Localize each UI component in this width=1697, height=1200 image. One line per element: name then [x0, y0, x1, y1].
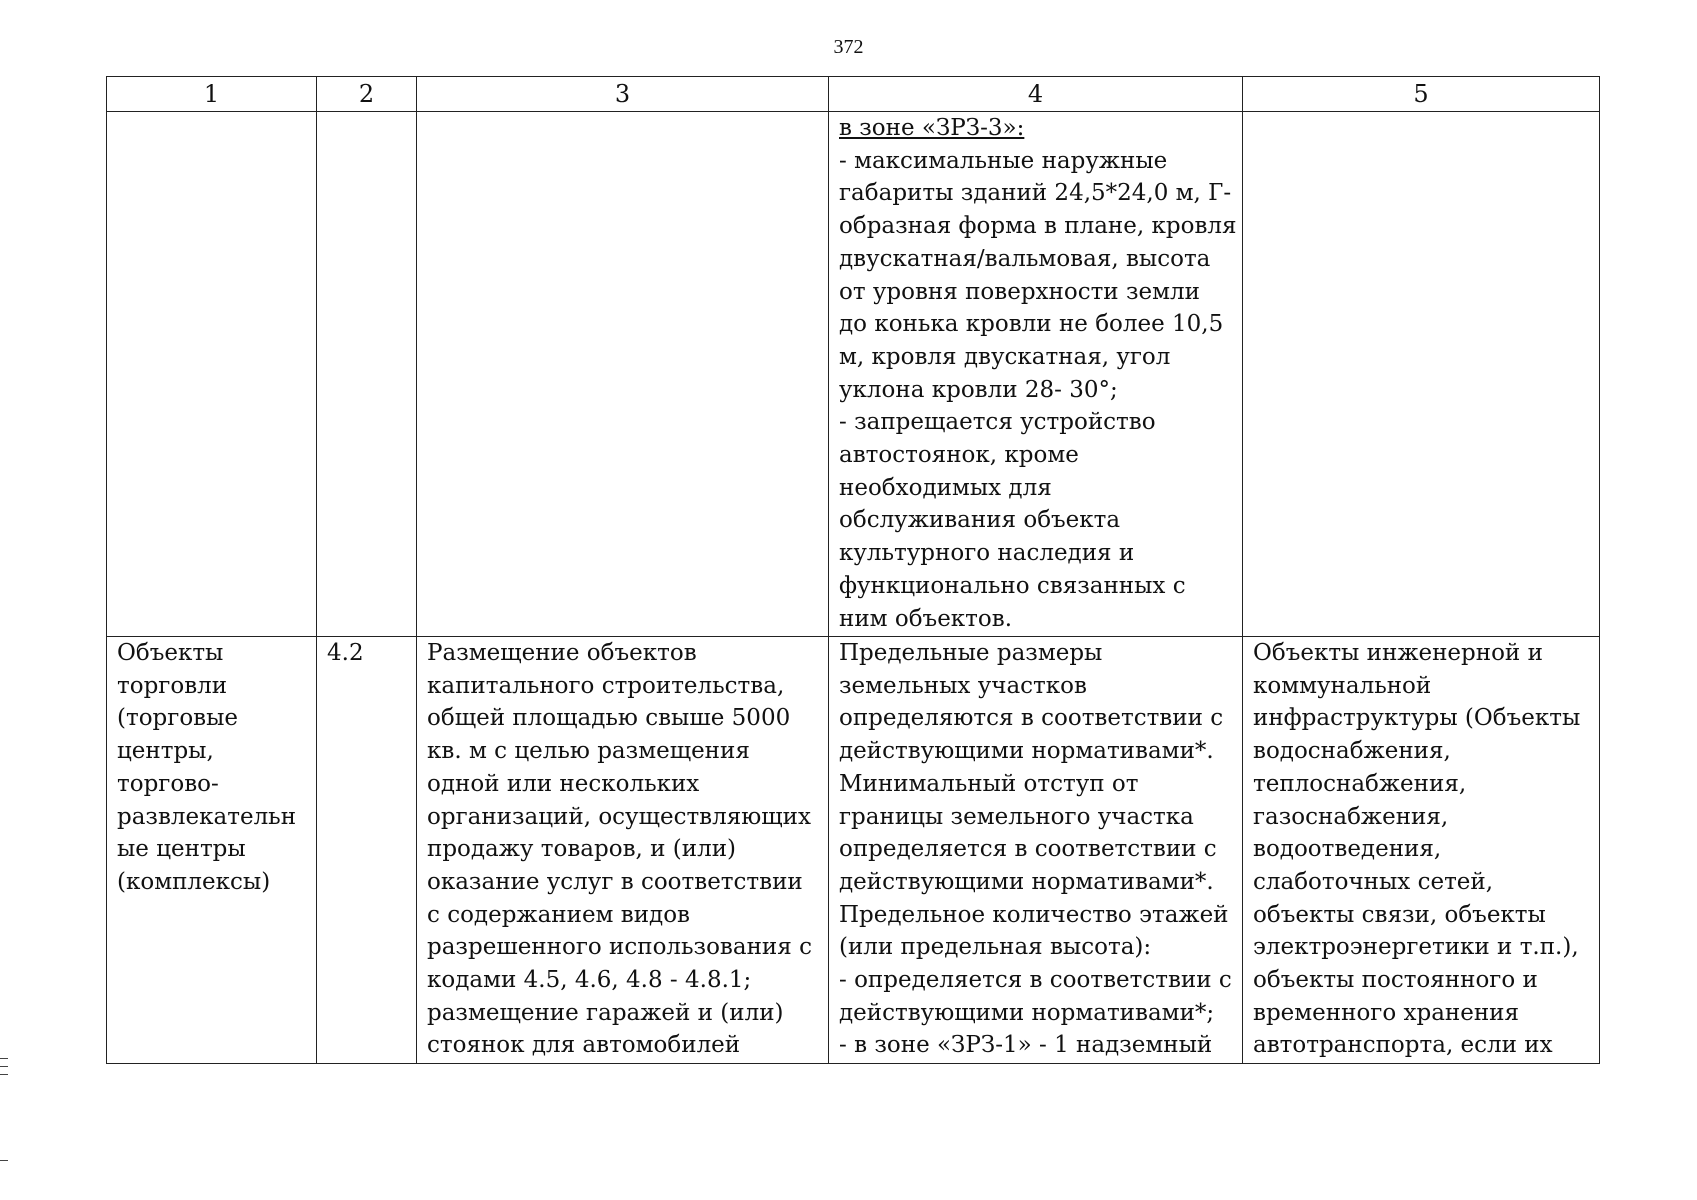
regulations-table — [106, 76, 1600, 1064]
text-line: кв. м с целью размещения — [427, 738, 750, 765]
text-line: действующими нормативами*; — [839, 999, 1215, 1026]
text-line: газоснабжения, — [1253, 803, 1449, 830]
text-line: инфраструктуры (Объекты — [1253, 705, 1581, 732]
cell-lines — [1253, 637, 1589, 1062]
text-line: автотранспорта, если их — [1253, 1032, 1553, 1059]
text-line: до конька кровли не более 10,5 — [839, 311, 1224, 338]
cell-parameters — [829, 637, 1243, 1064]
text-line: - запрещается устройство — [839, 409, 1156, 436]
text-line: объекты постоянного и — [1253, 967, 1538, 994]
cell-lines — [839, 145, 1237, 636]
text-line: - максимальные наружные — [839, 147, 1168, 174]
text-line: организаций, осуществляющих — [427, 803, 811, 830]
table-row — [107, 112, 1600, 637]
text-line: электроэнергетики и т.п.), — [1253, 934, 1579, 961]
cell-r1-c5 — [1243, 112, 1600, 637]
text-line: м, кровля двускатная, угол — [839, 343, 1171, 370]
text-line: торговли — [117, 672, 228, 699]
column-header-2: 2 — [317, 77, 417, 112]
text-line: коммунальной — [1253, 672, 1432, 699]
cell-lines — [839, 637, 1232, 1062]
text-line: двускатная/вальмовая, высота — [839, 245, 1211, 272]
text-line: водоотведения, — [1253, 836, 1442, 863]
text-line: одной или нескольких — [427, 770, 700, 797]
text-line: обслуживания объекта — [839, 507, 1121, 534]
text-line: Предельное количество этажей — [839, 901, 1229, 928]
text-line: определяется в соответствии с — [839, 836, 1217, 863]
cell-r1-c1 — [107, 112, 317, 637]
margin-mark — [0, 1160, 8, 1161]
text-line: временного хранения — [1253, 999, 1520, 1026]
column-header-5: 5 — [1243, 77, 1600, 112]
text-line: объекты связи, объекты — [1253, 901, 1546, 928]
text-line: - определяется в соответствии с — [839, 967, 1232, 994]
text-line: Минимальный отступ от — [839, 770, 1139, 797]
text-line: необходимых для — [839, 474, 1052, 501]
text-line: теплоснабжения, — [1253, 770, 1467, 797]
text-line: Объекты инженерной и — [1253, 640, 1543, 666]
text-line: границы земельного участка — [839, 803, 1194, 830]
text-line: капитального строительства, — [427, 672, 785, 699]
text-line: Предельные размеры — [839, 640, 1103, 666]
text-line: действующими нормативами*. — [839, 868, 1214, 895]
cell-r1-c2 — [317, 112, 417, 637]
text-line: функционально связанных с — [839, 572, 1186, 599]
cell-auxiliary-uses — [1243, 637, 1600, 1064]
cell-code — [317, 637, 417, 1064]
text-line: (торговые — [117, 705, 239, 732]
margin-mark — [0, 1074, 8, 1075]
text-line: Размещение объектов — [427, 640, 697, 666]
text-line: автостоянок, кроме — [839, 442, 1079, 469]
text-line: разрешенного использования с — [427, 934, 812, 961]
text-line: от уровня поверхности земли — [839, 278, 1200, 305]
column-header-3: 3 — [417, 77, 829, 112]
column-header-4: 4 — [829, 77, 1243, 112]
cell-r1-c3 — [417, 112, 829, 637]
text-line: образная форма в плане, кровля — [839, 213, 1237, 240]
text-line: Объекты — [117, 640, 224, 666]
page-number: 372 — [833, 36, 864, 58]
text-line: ые центры — [117, 836, 246, 863]
text-line: уклона кровли 28- 30°; — [839, 376, 1118, 403]
text-line: общей площадью свыше 5000 — [427, 705, 791, 732]
text-line: действующими нормативами*. — [839, 738, 1214, 765]
text-line: развлекательн — [117, 803, 297, 830]
text-line: определяются в соответствии с — [839, 705, 1224, 732]
cell-r1-c4 — [829, 112, 1243, 637]
text-line: стоянок для автомобилей — [427, 1032, 741, 1059]
text-line: земельных участков — [839, 672, 1087, 699]
code-value: 4.2 — [327, 640, 364, 666]
text-line: кодами 4.5, 4.6, 4.8 - 4.8.1; — [427, 967, 752, 994]
text-line: (или предельная высота): — [839, 934, 1152, 961]
text-line: торгово- — [117, 770, 219, 797]
text-line: - в зоне «ЗРЗ-1» - 1 надземный — [839, 1032, 1213, 1059]
margin-mark — [0, 1058, 8, 1059]
text-line: размещение гаражей и (или) — [427, 999, 784, 1026]
cell-lines — [427, 637, 818, 1062]
text-line: центры, — [117, 738, 214, 765]
text-line: габариты зданий 24,5*24,0 м, Г- — [839, 180, 1232, 207]
cell-object-type — [107, 637, 317, 1064]
cell-lines — [117, 637, 306, 899]
cell-description — [417, 637, 829, 1064]
text-line: с содержанием видов — [427, 901, 690, 928]
table-row — [107, 637, 1600, 1064]
table-header-row — [107, 77, 1600, 112]
column-header-1: 1 — [107, 77, 317, 112]
text-line: оказание услуг в соответствии — [427, 868, 803, 895]
text-line: культурного наследия и — [839, 540, 1135, 567]
text-line: водоснабжения, — [1253, 738, 1451, 765]
text-line: продажу товаров, и (или) — [427, 836, 737, 863]
zone-zrz3-heading: в зоне «ЗРЗ-3»: — [839, 115, 1025, 141]
margin-mark — [0, 1066, 8, 1067]
text-line: (комплексы) — [117, 868, 271, 895]
text-line: слаботочных сетей, — [1253, 868, 1494, 895]
text-line: ним объектов. — [839, 605, 1013, 632]
